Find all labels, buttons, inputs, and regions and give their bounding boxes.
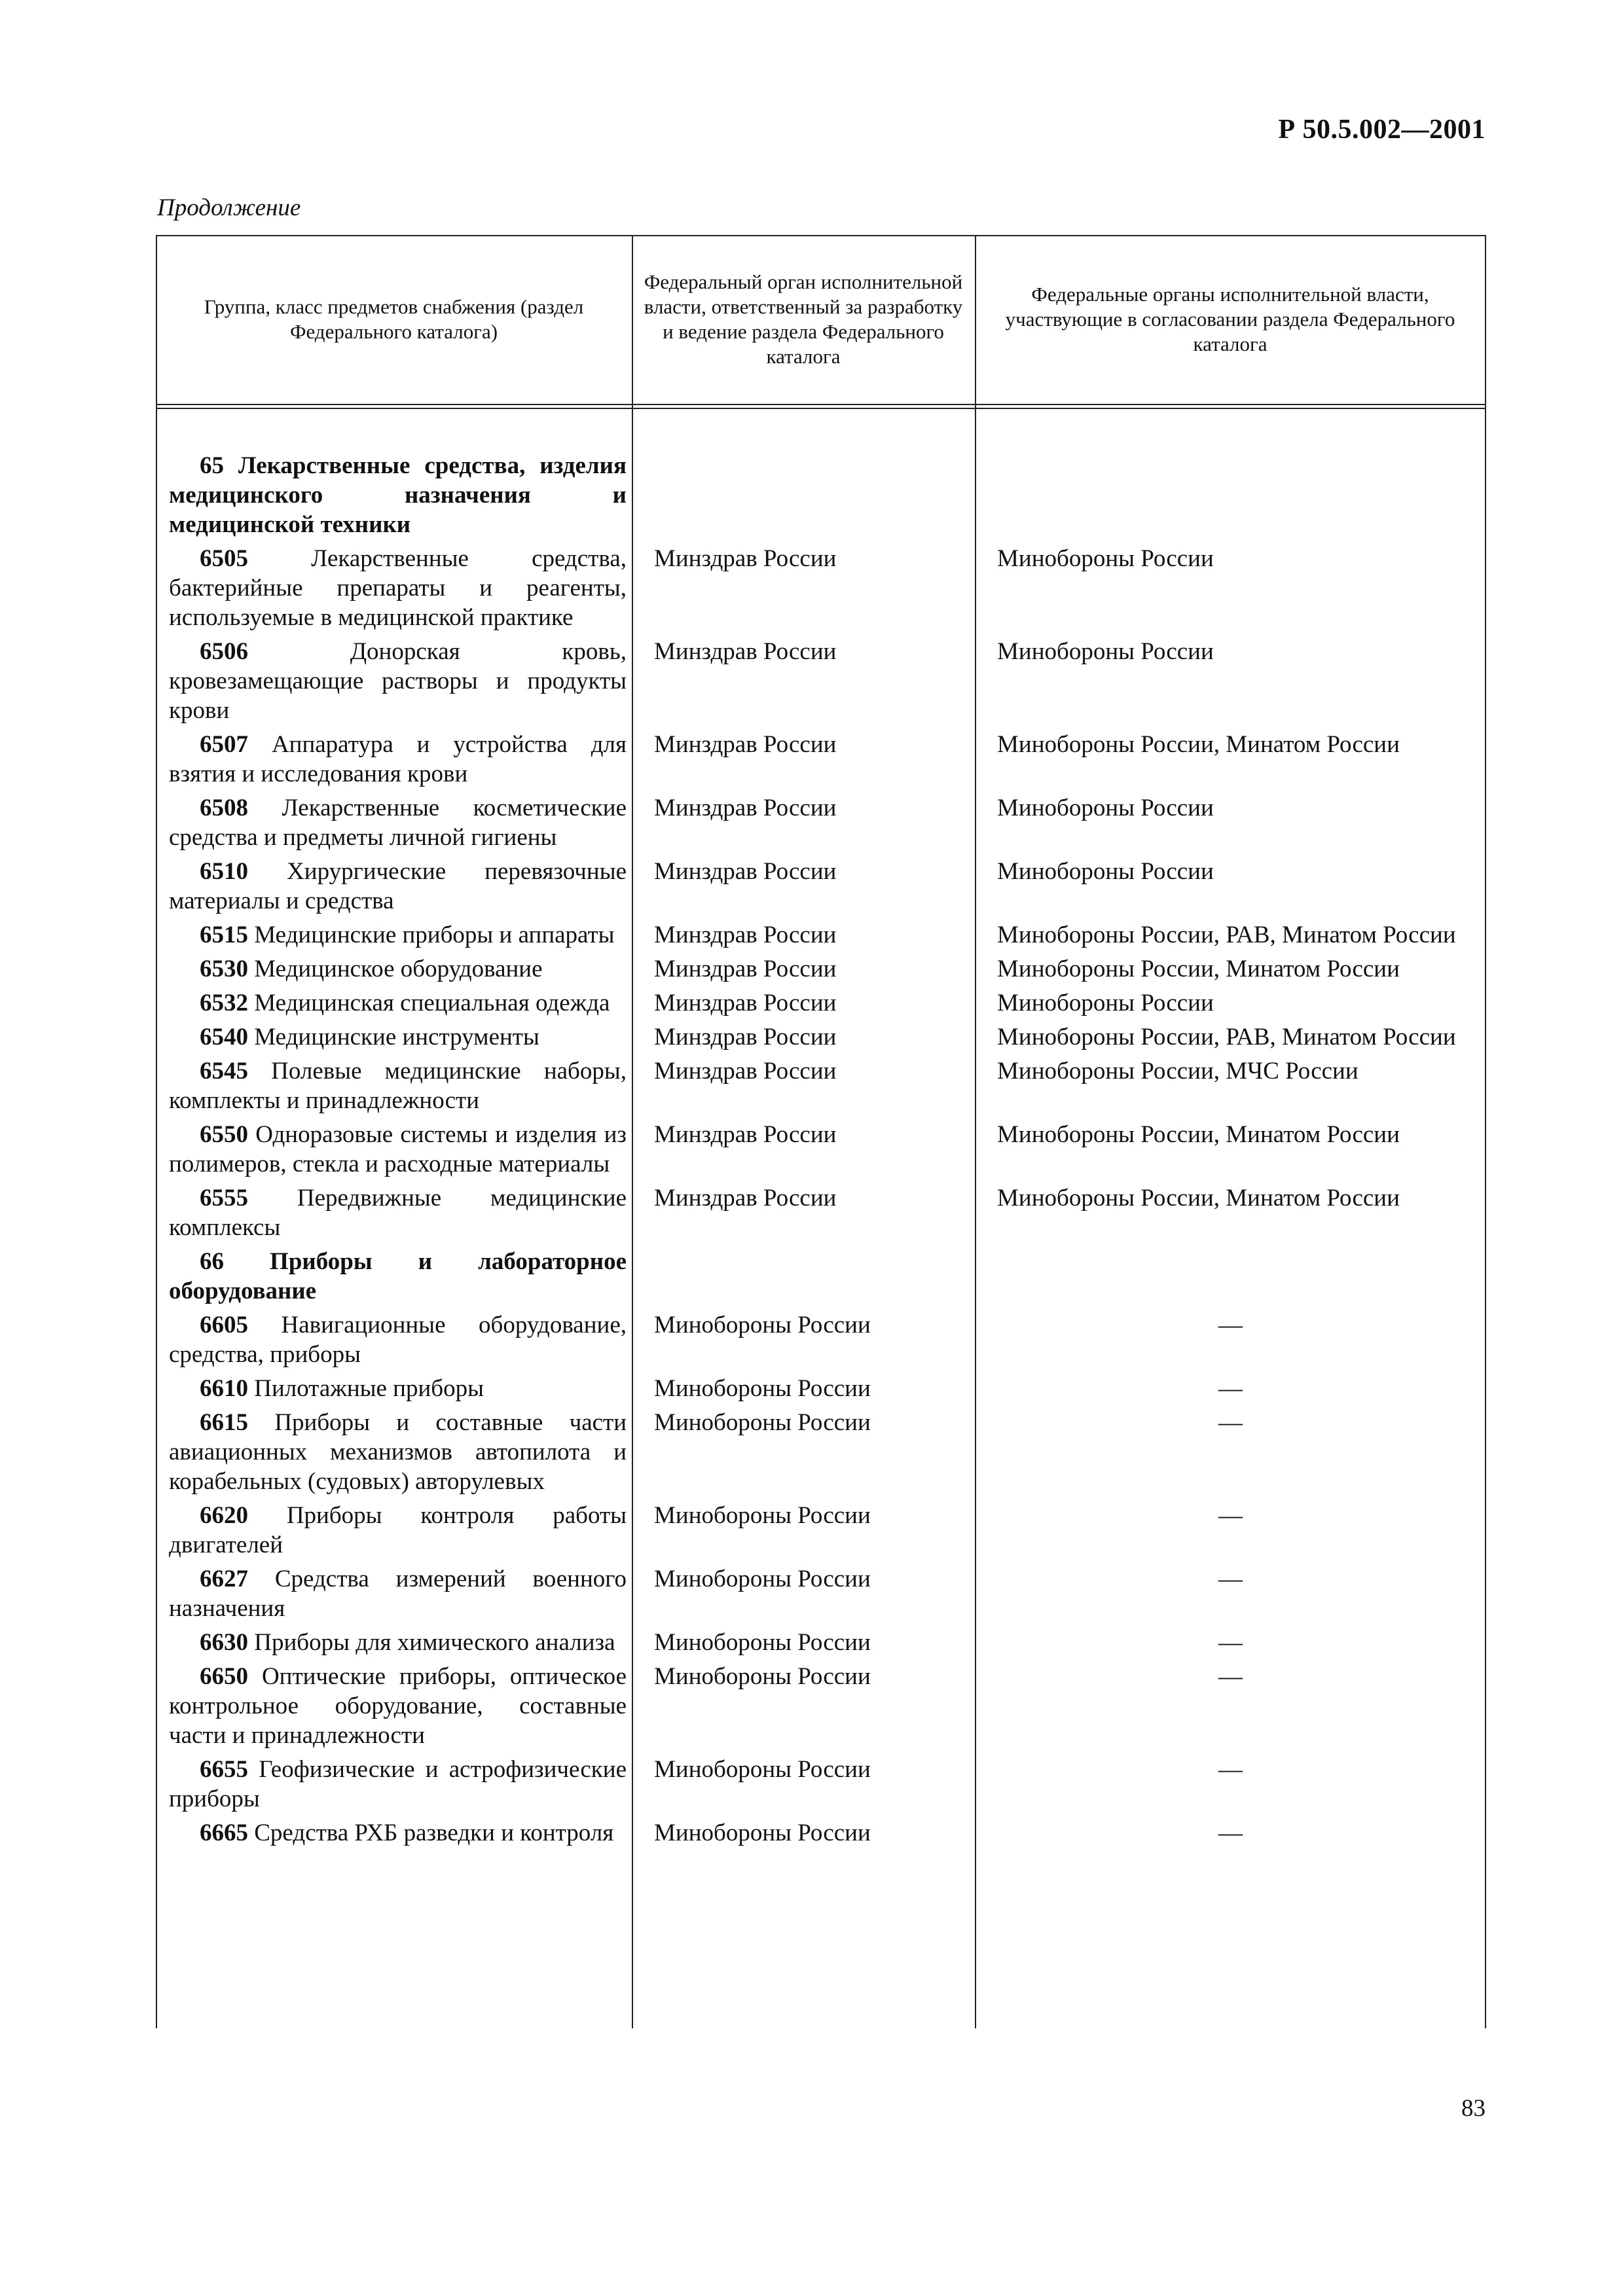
responsible-agency: Минздрав России — [654, 795, 837, 821]
coordinating-agencies: — — [1218, 1820, 1243, 1846]
class-name: Средства РХБ разведки и контроля — [254, 1820, 614, 1846]
responsible-agency: Минобороны России — [654, 1629, 871, 1656]
class-code: 6615 — [200, 1409, 248, 1436]
responsible-agency: Минздрав России — [654, 1121, 837, 1148]
coordinating-agencies: — — [1218, 1566, 1243, 1592]
class-name: Медицинские инструменты — [254, 1024, 539, 1050]
coordinating-agencies: Минобороны России — [997, 795, 1214, 821]
document-code: Р 50.5.002—2001 — [1278, 115, 1486, 145]
responsible-agency: Минздрав России — [654, 990, 837, 1016]
class-code: 6555 — [200, 1185, 248, 1211]
table-row — [156, 1374, 1486, 1403]
coordinating-agencies: Минобороны России — [997, 638, 1214, 665]
table-row — [156, 988, 1486, 1018]
table-row — [156, 1408, 1486, 1496]
table-row — [156, 1120, 1486, 1179]
class-code: 6665 — [200, 1820, 248, 1846]
responsible-agency: Минобороны России — [654, 1566, 871, 1592]
class-name: Приборы для химического анализа — [254, 1629, 615, 1656]
coordinating-agencies: — — [1218, 1375, 1243, 1402]
responsible-agency: Минобороны России — [654, 1375, 871, 1402]
table-row — [156, 637, 1486, 725]
class-name: Лекарственные косметические средства и предметы личной гигиены — [169, 795, 627, 851]
class-code: 6630 — [200, 1629, 248, 1656]
class-name: Приборы контроля работы двигателей — [169, 1502, 627, 1558]
responsible-agency: Минздрав России — [654, 858, 837, 885]
header-divider-double — [156, 408, 1486, 409]
class-code: 6650 — [200, 1663, 248, 1690]
responsible-agency: Минздрав России — [654, 1058, 837, 1085]
responsible-agency: Минздрав России — [654, 922, 837, 948]
coordinating-agencies: — — [1218, 1502, 1243, 1529]
responsible-agency: Минздрав России — [654, 1024, 837, 1050]
column-header-coordinating: Федеральные органы исполнительной власти, участвующие в согласовании раздела Федерального каталога — [1005, 283, 1455, 355]
table-row — [156, 1183, 1486, 1242]
table-row — [156, 857, 1486, 916]
responsible-agency: Минобороны России — [654, 1756, 871, 1783]
class-name: Медицинское оборудование — [254, 956, 543, 982]
class-code: 6655 — [200, 1756, 248, 1783]
coordinating-agencies: Минобороны России, Минатом России — [997, 1185, 1400, 1211]
class-name: Оптические приборы, оптическое контрольное оборудование, составные части и принадлежности — [169, 1663, 627, 1749]
column-header-group: Группа, класс предметов снабжения (раздел Федерального каталога) — [204, 295, 584, 343]
coordinating-agencies: Минобороны России — [997, 990, 1214, 1016]
class-name: Медицинские приборы и аппараты — [254, 922, 615, 948]
table-row — [156, 1818, 1486, 1848]
class-code: 6507 — [200, 731, 248, 758]
group-heading: 65 Лекарственные средства, изделия медицинского назначения и медицинской техники — [169, 452, 627, 538]
class-code: 6510 — [200, 858, 248, 885]
coordinating-agencies: Минобороны России, Минатом России — [997, 956, 1400, 982]
coordinating-agencies: — — [1218, 1312, 1243, 1338]
table-row — [156, 1564, 1486, 1623]
coordinating-agencies: — — [1218, 1756, 1243, 1783]
class-code: 6550 — [200, 1121, 248, 1148]
responsible-agency: Минобороны России — [654, 1820, 871, 1846]
table-row — [156, 793, 1486, 852]
class-name: Геофизические и астрофизические приборы — [169, 1756, 627, 1812]
class-name: Приборы и составные части авиационных механизмов автопилота и корабельных (судовых) авторулевых — [169, 1409, 627, 1495]
responsible-agency: Минздрав России — [654, 638, 837, 665]
table-row — [156, 451, 1486, 539]
responsible-agency: Минобороны России — [654, 1409, 871, 1436]
class-name: Хирургические перевязочные материалы и средства — [169, 858, 627, 914]
table-row — [156, 544, 1486, 632]
responsible-agency: Минздрав России — [654, 1185, 837, 1211]
class-code: 6610 — [200, 1375, 248, 1402]
class-name: Передвижные медицинские комплексы — [169, 1185, 627, 1241]
coordinating-agencies: Минобороны России — [997, 545, 1214, 572]
class-code: 6627 — [200, 1566, 248, 1592]
responsible-agency: Минобороны России — [654, 1502, 871, 1529]
responsible-agency: Минобороны России — [654, 1663, 871, 1690]
responsible-agency: Минздрав России — [654, 731, 837, 758]
table-row — [156, 1501, 1486, 1560]
class-name: Полевые медицинские наборы, комплекты и принадлежности — [169, 1058, 627, 1114]
class-code: 6505 — [200, 545, 248, 572]
table-row — [156, 1056, 1486, 1115]
class-code: 6532 — [200, 990, 248, 1016]
class-code: 6620 — [200, 1502, 248, 1529]
class-name: Одноразовые системы и изделия из полимеров, стекла и расходные материалы — [169, 1121, 627, 1177]
header-divider — [156, 404, 1486, 405]
table-row — [156, 1662, 1486, 1750]
table-row — [156, 954, 1486, 984]
group-heading: 66 Приборы и лабораторное оборудование — [169, 1248, 627, 1304]
page-number: 83 — [1461, 2095, 1486, 2122]
class-name: Средства измерений военного назначения — [169, 1566, 627, 1622]
table-row — [156, 730, 1486, 789]
table-row — [156, 1310, 1486, 1369]
class-code: 6508 — [200, 795, 248, 821]
responsible-agency: Минобороны России — [654, 1312, 871, 1338]
catalog-table — [156, 235, 1486, 2028]
class-code: 6530 — [200, 956, 248, 982]
table-row — [156, 920, 1486, 950]
class-code: 6605 — [200, 1312, 248, 1338]
class-name: Пилотажные приборы — [254, 1375, 484, 1402]
table-row — [156, 1755, 1486, 1814]
continuation-label: Продолжение — [157, 194, 301, 221]
class-name: Донорская кровь, кровезамещающие растворы и продукты крови — [169, 638, 627, 724]
class-name: Навигационные оборудование, средства, приборы — [169, 1312, 627, 1368]
coordinating-agencies: Минобороны России, Минатом России — [997, 731, 1400, 758]
class-code: 6545 — [200, 1058, 248, 1085]
responsible-agency: Минздрав России — [654, 545, 837, 572]
table-body — [156, 451, 1486, 1848]
class-name: Медицинская специальная одежда — [254, 990, 610, 1016]
coordinating-agencies: Минобороны России — [997, 858, 1214, 885]
class-code: 6540 — [200, 1024, 248, 1050]
class-name: Аппаратура и устройства для взятия и исследования крови — [169, 731, 627, 787]
coordinating-agencies: Минобороны России, РАВ, Минатом России — [997, 922, 1456, 948]
coordinating-agencies: Минобороны России, РАВ, Минатом России — [997, 1024, 1456, 1050]
class-name: Лекарственные средства, бактерийные препараты и реагенты, используемые в медицинской практике — [169, 545, 627, 631]
coordinating-agencies: — — [1218, 1409, 1243, 1436]
responsible-agency: Минздрав России — [654, 956, 837, 982]
coordinating-agencies: — — [1218, 1663, 1243, 1690]
coordinating-agencies: Минобороны России, Минатом России — [997, 1121, 1400, 1148]
column-header-responsible: Федеральный орган исполнительной власти, ответственный за разработку и ведение раздела Федерального каталога — [644, 270, 963, 368]
table-row — [156, 1247, 1486, 1306]
coordinating-agencies: — — [1218, 1629, 1243, 1656]
class-code: 6506 — [200, 638, 248, 665]
table-row — [156, 1628, 1486, 1657]
class-code: 6515 — [200, 922, 248, 948]
table-row — [156, 1022, 1486, 1052]
coordinating-agencies: Минобороны России, МЧС России — [997, 1058, 1359, 1085]
